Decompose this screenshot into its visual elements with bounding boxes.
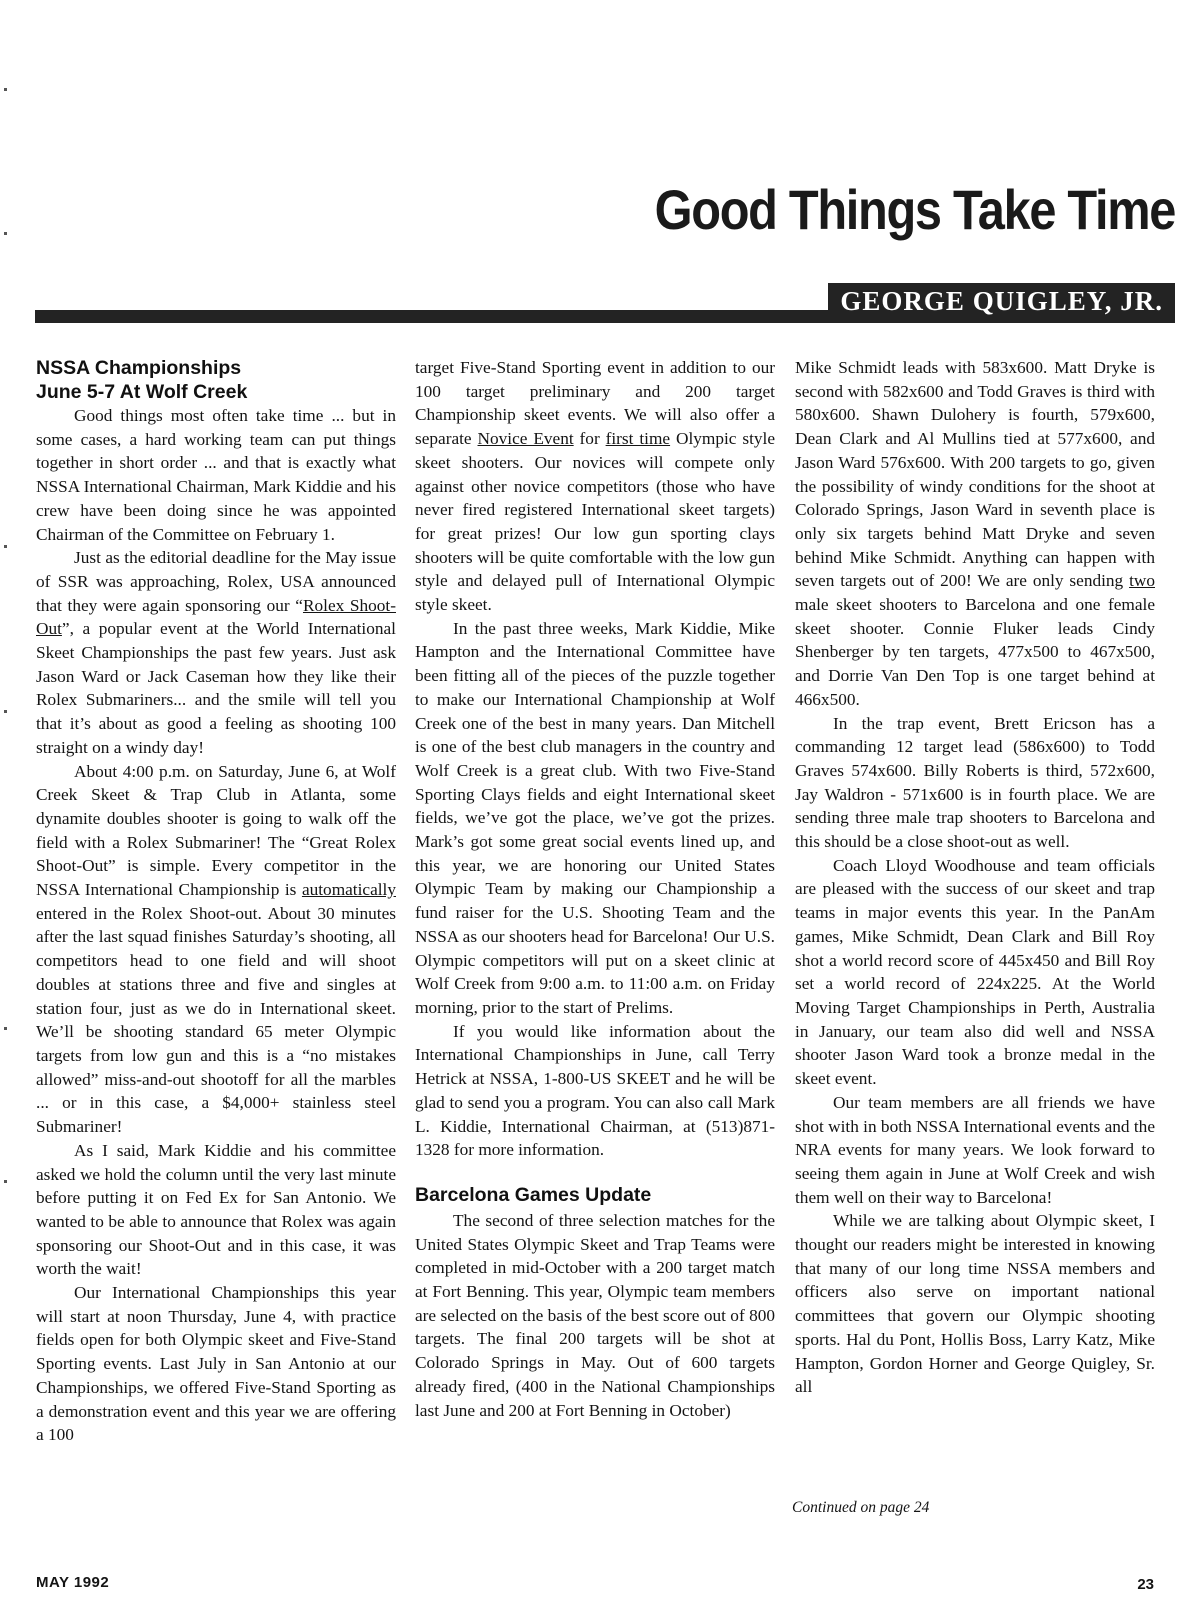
paragraph: Good things most often take time ... but in some cases, a hard working team can put things together in short order ... and that is exactly what NSSA International Chairman, Mark Kiddie and his crew have been doing since he was appointed Chairman of the Committee on February 1. <box>36 406 396 544</box>
paragraph: Our International Championships this year will start at noon Thursday, June 4, with practice fields open for both Olympic skeet and Five-Stand Sporting events. Last July in San Antonio at our Championships, we offered Five-Stand Sporting as a demonstration event and this year we are offering a 100 <box>36 1283 396 1445</box>
section-heading: Barcelona Games Update <box>415 1183 652 1206</box>
paragraph: The second of three selection matches for the United States Olympic Skeet and Trap Teams were completed in mid-October with a 200 target match at Fort Benning. This year, Olympic team members are selected on the basis of the best score out of 800 targets. The final 200 targets will be shot at Colorado Springs in May. Out of 600 targets already fired, (400 in the National Championships last June and 200 at Fort Benning in October) <box>415 1210 775 1420</box>
author-byline: GEORGE QUIGLEY, JR. <box>828 283 1175 320</box>
paragraph: Coach Lloyd Woodhouse and team officials are pleased with the success of our skeet and trap teams in major events this year. In the PanAm games, Mike Schmidt, Dean Clark and Bill Roy shot a world record score of 445x450 and Bill Roy set a world record of 224x225. At the World Moving Target Championships in Perth, Australia in January, our team also did well and NSSA shooter Jason Ward took a bronze medal in the skeet event. <box>795 855 1155 1089</box>
paragraph <box>36 760 396 1139</box>
text-run: Just as the editorial deadline for the May issue of SSR was approaching, Rolex, USA announced that they were again sponsoring our “ <box>36 548 396 615</box>
text-run: male skeet shooters to Barcelona and one female skeet shooter. Connie Fluker leads Cindy Shenberger by ten targets, 477x500 to 467x500, and Dorrie Van Den Top is one target behind at 466x500. <box>795 595 1155 709</box>
column-3 <box>795 356 1155 1399</box>
text-run: ”, a popular event at the World International Skeet Championships the past few years. Just ask Jason Ward or Jack Caseman how they like their Rolex Submariners... and the smile will tell you that it’s about as good a feeling as shooting 100 straight on a windy day! <box>36 619 396 757</box>
text-run: Mike Schmidt leads with 583x600. Matt Dryke is second with 582x600 and Todd Graves is third with 580x600. Shawn Dulohery is fourth, 579x600, Dean Clark and Al Mullins tied at 577x600, and Jason Ward 576x600. With 200 targets to go, given the possibility of windy conditions for the shoot at Colorado Springs, Jason Ward in seventh place is only six targets behind Matt Dryke and seven behind Mike Schmidt. Anything can happen with seven targets out of 200! We are only sending <box>795 358 1155 591</box>
margin-mark <box>4 1180 7 1183</box>
paragraph: In the trap event, Brett Ericson has a commanding 12 target lead (586x600) to Todd Graves 574x600. Billy Roberts is third, 572x600, Jay Waldron - 571x600 is in fourth place. We are sending three male trap shooters to Barcelona and this should be a close shoot-out as well. <box>795 713 1155 852</box>
heading-line-2: June 5-7 At Wolf Creek <box>36 381 248 403</box>
text-run: Olympic style skeet shooters. Our novices will compete only against other novice competitors (those who have never fired registered International skeet targets) for great prizes! Our low gun sporting clays shooters will be quite comfortable with the low gun style and delayed pull of International Olympic style skeet. <box>415 429 775 615</box>
paragraph: As I said, Mark Kiddie and his committee asked we hold the column until the very last minute before putting it on Fed Ex for San Antonio. We wanted to be able to announce that Rolex was again sponsoring our Shoot-Out and in this case, it was worth the wait! <box>36 1140 396 1279</box>
underlined-text: Novice Event <box>477 429 574 449</box>
margin-mark <box>4 88 7 91</box>
underlined-text: Rolex Shoot-Out <box>36 595 396 639</box>
paragraph <box>415 356 775 617</box>
text-run: About 4:00 p.m. on Saturday, June 6, at Wolf Creek Skeet & Trap Club in Atlanta, some dynamite doubles shooter is going to walk off the field with a Rolex Submariner! The “Great Rolex Shoot-Out” is simple. Every competitor in the NSSA International Championship is <box>36 761 396 900</box>
paragraph: If you would like information about the International Championships in June, call Terry Hetrick at NSSA, 1-800-US SKEET and he will be glad to send you a program. You can also call Mark L. Kiddie, International Chairman, at (513)871-1328 for more information. <box>415 1021 775 1160</box>
paragraph: Our team members are all friends we have shot with in both NSSA International events and the NRA events for many years. We look forward to seeing them again in June at Wolf Creek and wish them well on their way to Barcelona! <box>795 1092 1155 1207</box>
underlined-text: automatically <box>301 880 396 900</box>
underlined-text: first time <box>605 429 671 449</box>
underlined-text: two <box>1129 571 1155 591</box>
margin-mark <box>4 710 7 713</box>
section-heading <box>36 356 396 404</box>
column-1 <box>36 356 396 1447</box>
heading-line-1: NSSA Championships <box>36 357 242 379</box>
margin-mark <box>4 545 7 548</box>
issue-date: MAY 1992 <box>36 1574 110 1591</box>
paragraph <box>795 356 1155 712</box>
paragraph <box>36 546 396 759</box>
column-2 <box>415 356 775 1422</box>
text-run: entered in the Rolex Shoot-out. About 30 minutes after the last squad finishes Saturday’s shooting, all competitors head to one field and will shoot doubles at stations three and five and singles at station four, just as we do in International skeet. We’ll be shooting standard 65 meter Olympic targets from low gun and this is a “no mistakes allowed” miss-and-out shootoff for all the marbles ... or in this case, a $4,000+ stainless steel Submariner! <box>36 903 396 1137</box>
paragraph: In the past three weeks, Mark Kiddie, Mike Hampton and the International Committee have been fitting all of the pieces of the puzzle together to make our International Championship at Wolf Creek one of the best in many years. Dan Mitchell is one of the best club managers in the country and Wolf Creek is a great club. With two Five-Stand Sporting Clays fields and eight International skeet fields, we’ve got the place, we’ve got the prizes. Mark’s got some great social events lined up, and this year, we are honoring our United States Olympic Team by making our Championship a fund raiser for the U.S. Shooting Team and the NSSA as our shooters head for Barcelona! Our U.S. Olympic competitors will put on a skeet clinic at Wolf Creek from 9:00 a.m. to 11:00 a.m. on Friday morning, prior to the start of Prelims. <box>415 618 775 1017</box>
continued-note: Continued on page 24 <box>792 1499 930 1516</box>
text-run: for <box>573 429 606 449</box>
article-title: Good Things Take Time <box>654 178 1175 241</box>
margin-mark <box>4 1027 7 1030</box>
text-run: target Five-Stand Sporting event in addition to our 100 target preliminary and 200 target Championship skeet events. We will also offer a separate <box>415 358 775 449</box>
paragraph: While we are talking about Olympic skeet, I thought our readers might be interested in knowing that many of our long time NSSA members and officers also serve on important national committees that govern our Olympic shooting sports. Hal du Pont, Hollis Boss, Larry Katz, Mike Hampton, Gordon Horner and George Quigley, Sr. all <box>795 1211 1155 1397</box>
page-number: 23 <box>1137 1576 1154 1593</box>
margin-mark <box>4 232 7 235</box>
